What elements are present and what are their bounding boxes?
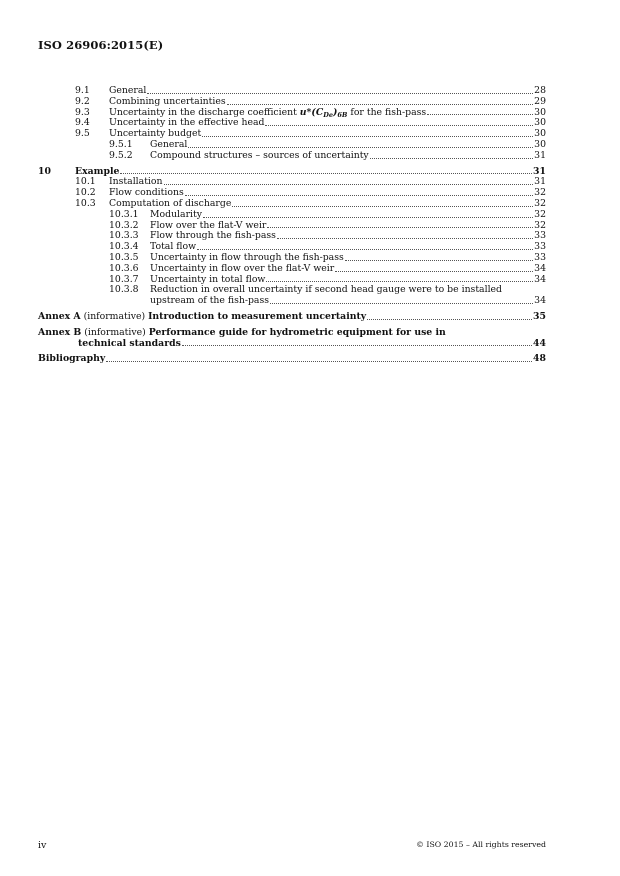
toc-title: Annex A (informative) Introduction to measurement uncertainty [38, 310, 367, 322]
toc-page: 28 [534, 85, 546, 96]
toc-title: Flow over the flat-V weir [150, 219, 267, 231]
toc-number: 10.3.6 [109, 262, 139, 274]
dot-leader [232, 205, 533, 207]
dot-leader [270, 302, 533, 304]
toc-entry-10-3-8[interactable] [38, 285, 546, 307]
dot-leader [106, 360, 532, 362]
dot-leader [185, 194, 533, 196]
toc-page: 30 [534, 106, 546, 118]
toc-number: 9.5.2 [109, 149, 133, 161]
toc-number: 9.4 [75, 117, 90, 129]
toc-title: technical standards [78, 337, 181, 349]
toc-title: General [150, 138, 188, 150]
toc-number: 9.1 [75, 85, 90, 96]
toc-page: 31 [534, 176, 546, 188]
toc-title: Installation [109, 176, 163, 188]
page-number: iv [38, 840, 47, 851]
dot-leader [277, 237, 533, 239]
toc-number: 9.5 [75, 128, 90, 140]
toc-page: 31 [534, 149, 546, 161]
dot-leader [266, 280, 533, 282]
toc-title: Uncertainty budget [109, 128, 202, 140]
toc-title: Flow conditions [109, 187, 184, 199]
copyright-notice: © ISO 2015 – All rights reserved [416, 840, 546, 849]
toc-page: 32 [534, 208, 546, 220]
toc-page: 33 [534, 230, 546, 242]
toc-page: 32 [534, 219, 546, 231]
annex-info: (informative) [81, 326, 149, 338]
toc-page: 34 [534, 295, 546, 307]
toc-title: Example [75, 165, 120, 177]
dot-leader [203, 216, 533, 218]
dot-leader [202, 135, 533, 137]
toc-page: 33 [534, 241, 546, 253]
toc-number: 10.3.4 [109, 241, 139, 253]
toc-page: 30 [534, 128, 546, 140]
toc-number: 9.5.1 [109, 138, 133, 150]
toc-title: Uncertainty in the effective head [109, 117, 265, 129]
dot-leader [427, 113, 533, 115]
toc-number: 10.3.8 [109, 284, 139, 296]
toc-page: 30 [534, 117, 546, 129]
toc-title: General [109, 85, 147, 96]
toc-title: Compound structures – sources of uncertainty [150, 149, 369, 161]
toc-title: Uncertainty in flow over the flat-V weir [150, 262, 335, 274]
toc-page: 29 [534, 95, 546, 107]
toc-title: Total flow [150, 241, 197, 253]
dot-leader [335, 270, 533, 272]
toc-page: 48 [533, 353, 546, 365]
toc-page: 34 [534, 262, 546, 274]
toc-entry-bibliography[interactable] [38, 354, 546, 365]
toc-entry-annex-b[interactable] [38, 328, 546, 350]
toc-page: 44 [533, 337, 546, 349]
dot-leader [147, 92, 533, 94]
annex-label: Annex B [38, 326, 82, 338]
toc-number: 10.3.3 [109, 230, 139, 242]
toc-entry-annex-a[interactable] [38, 312, 546, 323]
toc-number: 9.2 [75, 95, 90, 107]
toc-number: 10.3.5 [109, 251, 139, 263]
table-of-contents [38, 86, 546, 365]
toc-title: Uncertainty in flow through the fish-pass [150, 251, 344, 263]
dot-leader [267, 226, 533, 228]
annex-label: Annex A [38, 310, 81, 322]
toc-page: 31 [533, 165, 546, 177]
toc-number: 10.3.2 [109, 219, 139, 231]
toc-entry-10-3-6[interactable] [38, 264, 546, 275]
toc-title: Modularity [150, 208, 202, 220]
dot-leader [367, 318, 532, 320]
dot-leader [164, 183, 534, 185]
toc-page: 30 [534, 138, 546, 150]
dot-leader [345, 259, 533, 261]
toc-number: 10.3.7 [109, 273, 139, 285]
toc-page: 34 [534, 273, 546, 285]
toc-number: 10.3 [75, 197, 96, 209]
dot-leader [120, 172, 532, 174]
toc-page: 33 [534, 251, 546, 263]
dot-leader [188, 146, 533, 148]
math-expression: $u*(C_{De})_{6B}$ [299, 106, 348, 119]
dot-leader [182, 344, 532, 346]
toc-number: 10 [38, 165, 51, 177]
toc-number: 10.1 [75, 176, 96, 188]
document-id: ISO 26906:2015(E) [38, 38, 164, 52]
toc-page: 32 [534, 197, 546, 209]
toc-title: Bibliography [38, 353, 106, 365]
toc-title-line1: Reduction in overall uncertainty if second head gauge were to be installed [150, 284, 503, 296]
toc-entry-10-3-1[interactable] [38, 210, 546, 221]
dot-leader [227, 103, 534, 105]
toc-title: Flow through the fish-pass [150, 230, 276, 242]
toc-number: 10.2 [75, 187, 96, 199]
annex-info: (informative) [80, 310, 149, 322]
toc-entry-9-5-2[interactable] [38, 151, 546, 162]
toc-number: 10.3.1 [109, 208, 139, 220]
toc-title: Uncertainty in total flow [150, 273, 266, 285]
dot-leader [265, 124, 533, 126]
toc-title: Combining uncertainties [109, 95, 226, 107]
toc-page: 32 [534, 187, 546, 199]
toc-title-line1: Annex B (informative) Performance guide for hydrometric equipment for use in [38, 326, 446, 338]
toc-page: 35 [533, 310, 546, 322]
dot-leader [197, 248, 533, 250]
toc-number: 9.3 [75, 106, 90, 118]
toc-title: Uncertainty in the discharge coefficient $u*(C_{De})_{6B}$ for the fish-pass [109, 106, 427, 119]
toc-title: Computation of discharge [109, 197, 232, 209]
dot-leader [370, 157, 533, 159]
toc-title: upstream of the fish-pass [150, 295, 270, 307]
